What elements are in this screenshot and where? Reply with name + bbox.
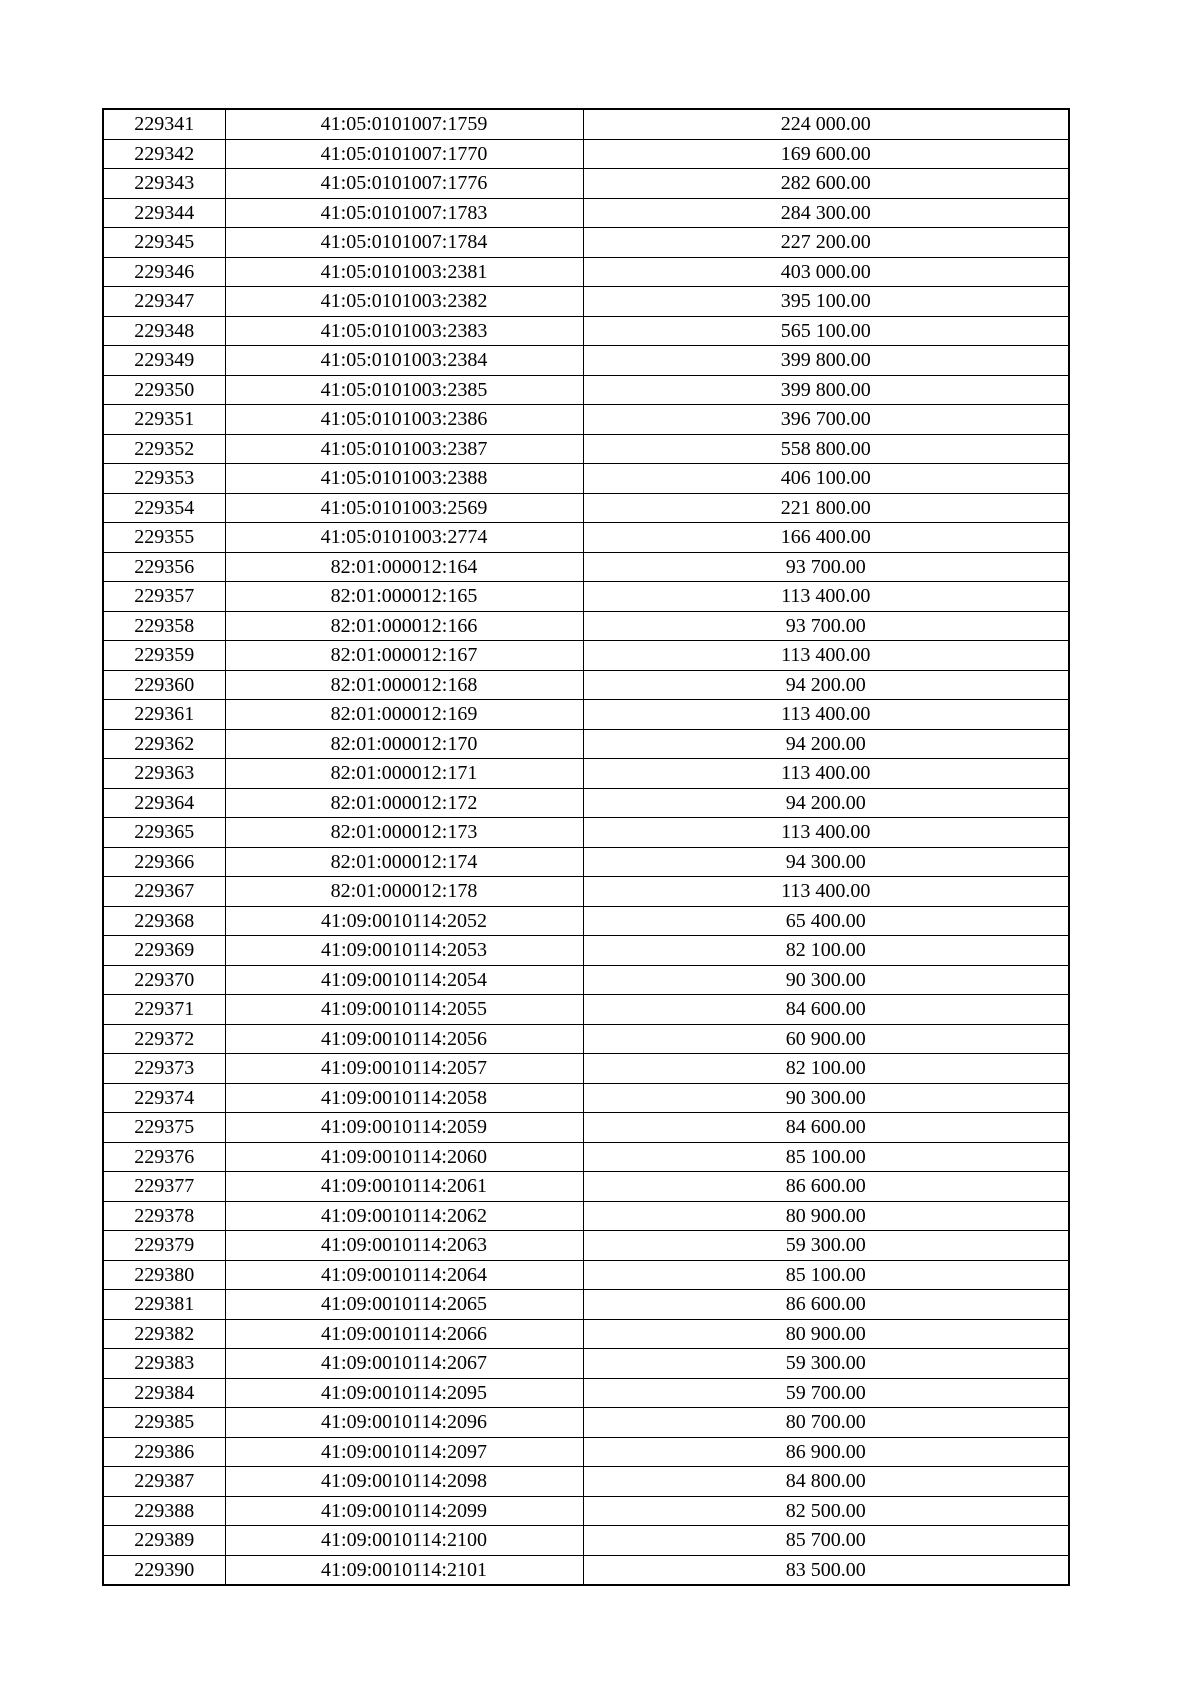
table-row (103, 759, 1069, 789)
table-row (103, 464, 1069, 494)
row-number-cell: 229368 (103, 906, 225, 936)
cadastral-number-cell: 41:05:0101003:2383 (225, 316, 583, 346)
cadastral-number-cell: 41:09:0010114:2058 (225, 1083, 583, 1113)
cadastral-value-cell: 399 800.00 (583, 375, 1069, 405)
cadastral-number-cell: 41:09:0010114:2066 (225, 1319, 583, 1349)
row-number-cell: 229373 (103, 1054, 225, 1084)
table-row (103, 1054, 1069, 1084)
cadastral-value-cell: 406 100.00 (583, 464, 1069, 494)
row-number-cell: 229342 (103, 139, 225, 169)
cadastral-value-cell: 86 900.00 (583, 1437, 1069, 1467)
cadastral-number-cell: 41:09:0010114:2065 (225, 1290, 583, 1320)
cadastral-number-cell: 82:01:000012:164 (225, 552, 583, 582)
table-row (103, 1172, 1069, 1202)
table-row (103, 877, 1069, 907)
cadastral-number-cell: 82:01:000012:167 (225, 641, 583, 671)
row-number-cell: 229357 (103, 582, 225, 612)
table-row (103, 788, 1069, 818)
cadastral-value-cell: 82 500.00 (583, 1496, 1069, 1526)
table-row (103, 375, 1069, 405)
cadastral-number-cell: 41:09:0010114:2052 (225, 906, 583, 936)
table-row (103, 818, 1069, 848)
cadastral-value-cell: 227 200.00 (583, 228, 1069, 258)
table-row (103, 1319, 1069, 1349)
table-row (103, 228, 1069, 258)
table-row (103, 1231, 1069, 1261)
table-row (103, 316, 1069, 346)
row-number-cell: 229346 (103, 257, 225, 287)
cadastral-value-cell: 82 100.00 (583, 1054, 1069, 1084)
table-row (103, 493, 1069, 523)
row-number-cell: 229360 (103, 670, 225, 700)
table-row (103, 1526, 1069, 1556)
table-body (103, 109, 1069, 1585)
cadastral-value-cell: 396 700.00 (583, 405, 1069, 435)
cadastral-number-cell: 41:09:0010114:2101 (225, 1555, 583, 1585)
cadastral-number-cell: 82:01:000012:173 (225, 818, 583, 848)
table-row (103, 1555, 1069, 1585)
cadastral-number-cell: 41:09:0010114:2059 (225, 1113, 583, 1143)
row-number-cell: 229345 (103, 228, 225, 258)
cadastral-value-cell: 94 200.00 (583, 670, 1069, 700)
row-number-cell: 229369 (103, 936, 225, 966)
table-row (103, 729, 1069, 759)
table-row (103, 1496, 1069, 1526)
row-number-cell: 229356 (103, 552, 225, 582)
table-row (103, 346, 1069, 376)
table-row (103, 700, 1069, 730)
cadastral-value-cell: 282 600.00 (583, 169, 1069, 199)
cadastral-value-cell: 113 400.00 (583, 641, 1069, 671)
cadastral-value-cell: 94 200.00 (583, 729, 1069, 759)
table-row (103, 139, 1069, 169)
table-row (103, 936, 1069, 966)
cadastral-number-cell: 41:05:0101003:2386 (225, 405, 583, 435)
cadastral-number-cell: 82:01:000012:168 (225, 670, 583, 700)
cadastral-number-cell: 41:05:0101003:2387 (225, 434, 583, 464)
cadastral-number-cell: 41:05:0101003:2381 (225, 257, 583, 287)
cadastral-value-cell: 93 700.00 (583, 552, 1069, 582)
row-number-cell: 229374 (103, 1083, 225, 1113)
cadastral-number-cell: 41:09:0010114:2060 (225, 1142, 583, 1172)
cadastral-number-cell: 41:09:0010114:2095 (225, 1378, 583, 1408)
row-number-cell: 229384 (103, 1378, 225, 1408)
table-row (103, 1083, 1069, 1113)
table-row (103, 906, 1069, 936)
cadastral-number-cell: 41:05:0101007:1784 (225, 228, 583, 258)
row-number-cell: 229371 (103, 995, 225, 1025)
row-number-cell: 229383 (103, 1349, 225, 1379)
table-row (103, 552, 1069, 582)
cadastral-number-cell: 82:01:000012:165 (225, 582, 583, 612)
cadastral-number-cell: 41:09:0010114:2099 (225, 1496, 583, 1526)
row-number-cell: 229390 (103, 1555, 225, 1585)
cadastral-value-cell: 558 800.00 (583, 434, 1069, 464)
row-number-cell: 229366 (103, 847, 225, 877)
row-number-cell: 229385 (103, 1408, 225, 1438)
cadastral-value-cell: 113 400.00 (583, 818, 1069, 848)
table-row (103, 405, 1069, 435)
row-number-cell: 229353 (103, 464, 225, 494)
cadastral-number-cell: 82:01:000012:171 (225, 759, 583, 789)
cadastral-value-cell: 113 400.00 (583, 700, 1069, 730)
cadastral-value-cell: 94 200.00 (583, 788, 1069, 818)
row-number-cell: 229377 (103, 1172, 225, 1202)
row-number-cell: 229341 (103, 109, 225, 139)
cadastral-value-cell: 221 800.00 (583, 493, 1069, 523)
table-row (103, 582, 1069, 612)
table-row (103, 523, 1069, 553)
cadastral-value-cell: 399 800.00 (583, 346, 1069, 376)
cadastral-value-cell: 85 100.00 (583, 1142, 1069, 1172)
row-number-cell: 229352 (103, 434, 225, 464)
cadastral-value-cell: 166 400.00 (583, 523, 1069, 553)
cadastral-value-cell: 59 300.00 (583, 1231, 1069, 1261)
row-number-cell: 229359 (103, 641, 225, 671)
cadastral-value-cell: 80 900.00 (583, 1319, 1069, 1349)
cadastral-number-cell: 41:05:0101003:2569 (225, 493, 583, 523)
row-number-cell: 229372 (103, 1024, 225, 1054)
cadastral-number-cell: 82:01:000012:166 (225, 611, 583, 641)
cadastral-value-cell: 86 600.00 (583, 1290, 1069, 1320)
cadastral-number-cell: 41:05:0101007:1776 (225, 169, 583, 199)
table-row (103, 257, 1069, 287)
cadastral-number-cell: 41:05:0101003:2382 (225, 287, 583, 317)
table-row (103, 287, 1069, 317)
row-number-cell: 229364 (103, 788, 225, 818)
row-number-cell: 229348 (103, 316, 225, 346)
table-row (103, 1260, 1069, 1290)
cadastral-number-cell: 82:01:000012:172 (225, 788, 583, 818)
row-number-cell: 229379 (103, 1231, 225, 1261)
row-number-cell: 229380 (103, 1260, 225, 1290)
table-row (103, 1408, 1069, 1438)
cadastral-number-cell: 41:05:0101007:1759 (225, 109, 583, 139)
cadastral-value-cell: 85 100.00 (583, 1260, 1069, 1290)
cadastral-value-cell: 403 000.00 (583, 257, 1069, 287)
cadastral-number-cell: 41:09:0010114:2054 (225, 965, 583, 995)
cadastral-number-cell: 41:05:0101003:2388 (225, 464, 583, 494)
cadastral-number-cell: 41:09:0010114:2055 (225, 995, 583, 1025)
cadastral-number-cell: 41:09:0010114:2053 (225, 936, 583, 966)
cadastral-number-cell: 41:05:0101007:1783 (225, 198, 583, 228)
row-number-cell: 229355 (103, 523, 225, 553)
table-row (103, 1113, 1069, 1143)
row-number-cell: 229362 (103, 729, 225, 759)
cadastral-value-cell: 80 700.00 (583, 1408, 1069, 1438)
cadastral-value-cell: 82 100.00 (583, 936, 1069, 966)
cadastral-number-cell: 82:01:000012:178 (225, 877, 583, 907)
row-number-cell: 229365 (103, 818, 225, 848)
row-number-cell: 229386 (103, 1437, 225, 1467)
table-row (103, 1201, 1069, 1231)
cadastral-value-cell: 83 500.00 (583, 1555, 1069, 1585)
row-number-cell: 229387 (103, 1467, 225, 1497)
cadastral-value-cell: 169 600.00 (583, 139, 1069, 169)
row-number-cell: 229361 (103, 700, 225, 730)
cadastral-number-cell: 82:01:000012:170 (225, 729, 583, 759)
row-number-cell: 229350 (103, 375, 225, 405)
cadastral-number-cell: 41:09:0010114:2061 (225, 1172, 583, 1202)
cadastral-number-cell: 82:01:000012:169 (225, 700, 583, 730)
cadastral-number-cell: 41:09:0010114:2096 (225, 1408, 583, 1438)
cadastral-number-cell: 41:05:0101003:2774 (225, 523, 583, 553)
cadastral-value-cell: 59 300.00 (583, 1349, 1069, 1379)
row-number-cell: 229382 (103, 1319, 225, 1349)
row-number-cell: 229349 (103, 346, 225, 376)
table-row (103, 1437, 1069, 1467)
cadastral-value-cell: 85 700.00 (583, 1526, 1069, 1556)
cadastral-value-cell: 65 400.00 (583, 906, 1069, 936)
cadastral-value-cell: 84 600.00 (583, 995, 1069, 1025)
row-number-cell: 229370 (103, 965, 225, 995)
cadastral-value-cell: 93 700.00 (583, 611, 1069, 641)
cadastral-number-cell: 41:09:0010114:2062 (225, 1201, 583, 1231)
cadastral-value-cell: 565 100.00 (583, 316, 1069, 346)
table-row (103, 641, 1069, 671)
table-row (103, 965, 1069, 995)
row-number-cell: 229376 (103, 1142, 225, 1172)
cadastral-number-cell: 41:09:0010114:2098 (225, 1467, 583, 1497)
table-row (103, 995, 1069, 1025)
table-row (103, 670, 1069, 700)
row-number-cell: 229343 (103, 169, 225, 199)
cadastral-number-cell: 41:05:0101003:2384 (225, 346, 583, 376)
cadastral-number-cell: 41:09:0010114:2097 (225, 1437, 583, 1467)
row-number-cell: 229388 (103, 1496, 225, 1526)
table-row (103, 198, 1069, 228)
cadastral-number-cell: 41:09:0010114:2057 (225, 1054, 583, 1084)
cadastral-value-cell: 113 400.00 (583, 877, 1069, 907)
cadastral-value-cell: 395 100.00 (583, 287, 1069, 317)
row-number-cell: 229354 (103, 493, 225, 523)
cadastral-value-table (102, 108, 1070, 1586)
cadastral-value-cell: 60 900.00 (583, 1024, 1069, 1054)
row-number-cell: 229389 (103, 1526, 225, 1556)
cadastral-value-cell: 84 800.00 (583, 1467, 1069, 1497)
cadastral-value-cell: 284 300.00 (583, 198, 1069, 228)
row-number-cell: 229358 (103, 611, 225, 641)
cadastral-number-cell: 41:09:0010114:2064 (225, 1260, 583, 1290)
cadastral-number-cell: 41:05:0101003:2385 (225, 375, 583, 405)
cadastral-value-cell: 84 600.00 (583, 1113, 1069, 1143)
table-row (103, 1142, 1069, 1172)
cadastral-value-cell: 90 300.00 (583, 1083, 1069, 1113)
table-row (103, 1024, 1069, 1054)
cadastral-number-cell: 41:05:0101007:1770 (225, 139, 583, 169)
cadastral-value-cell: 90 300.00 (583, 965, 1069, 995)
cadastral-value-cell: 86 600.00 (583, 1172, 1069, 1202)
row-number-cell: 229347 (103, 287, 225, 317)
row-number-cell: 229344 (103, 198, 225, 228)
table-row (103, 434, 1069, 464)
table-row (103, 611, 1069, 641)
cadastral-number-cell: 82:01:000012:174 (225, 847, 583, 877)
cadastral-value-cell: 113 400.00 (583, 759, 1069, 789)
table-row (103, 1378, 1069, 1408)
row-number-cell: 229363 (103, 759, 225, 789)
cadastral-value-cell: 113 400.00 (583, 582, 1069, 612)
table-row (103, 847, 1069, 877)
cadastral-number-cell: 41:09:0010114:2100 (225, 1526, 583, 1556)
cadastral-value-cell: 224 000.00 (583, 109, 1069, 139)
table-row (103, 109, 1069, 139)
table-row (103, 1290, 1069, 1320)
cadastral-value-cell: 59 700.00 (583, 1378, 1069, 1408)
row-number-cell: 229367 (103, 877, 225, 907)
table-row (103, 169, 1069, 199)
row-number-cell: 229351 (103, 405, 225, 435)
cadastral-number-cell: 41:09:0010114:2063 (225, 1231, 583, 1261)
cadastral-value-cell: 94 300.00 (583, 847, 1069, 877)
row-number-cell: 229378 (103, 1201, 225, 1231)
cadastral-number-cell: 41:09:0010114:2056 (225, 1024, 583, 1054)
cadastral-number-cell: 41:09:0010114:2067 (225, 1349, 583, 1379)
cadastral-value-cell: 80 900.00 (583, 1201, 1069, 1231)
table-row (103, 1349, 1069, 1379)
row-number-cell: 229381 (103, 1290, 225, 1320)
row-number-cell: 229375 (103, 1113, 225, 1143)
table-row (103, 1467, 1069, 1497)
